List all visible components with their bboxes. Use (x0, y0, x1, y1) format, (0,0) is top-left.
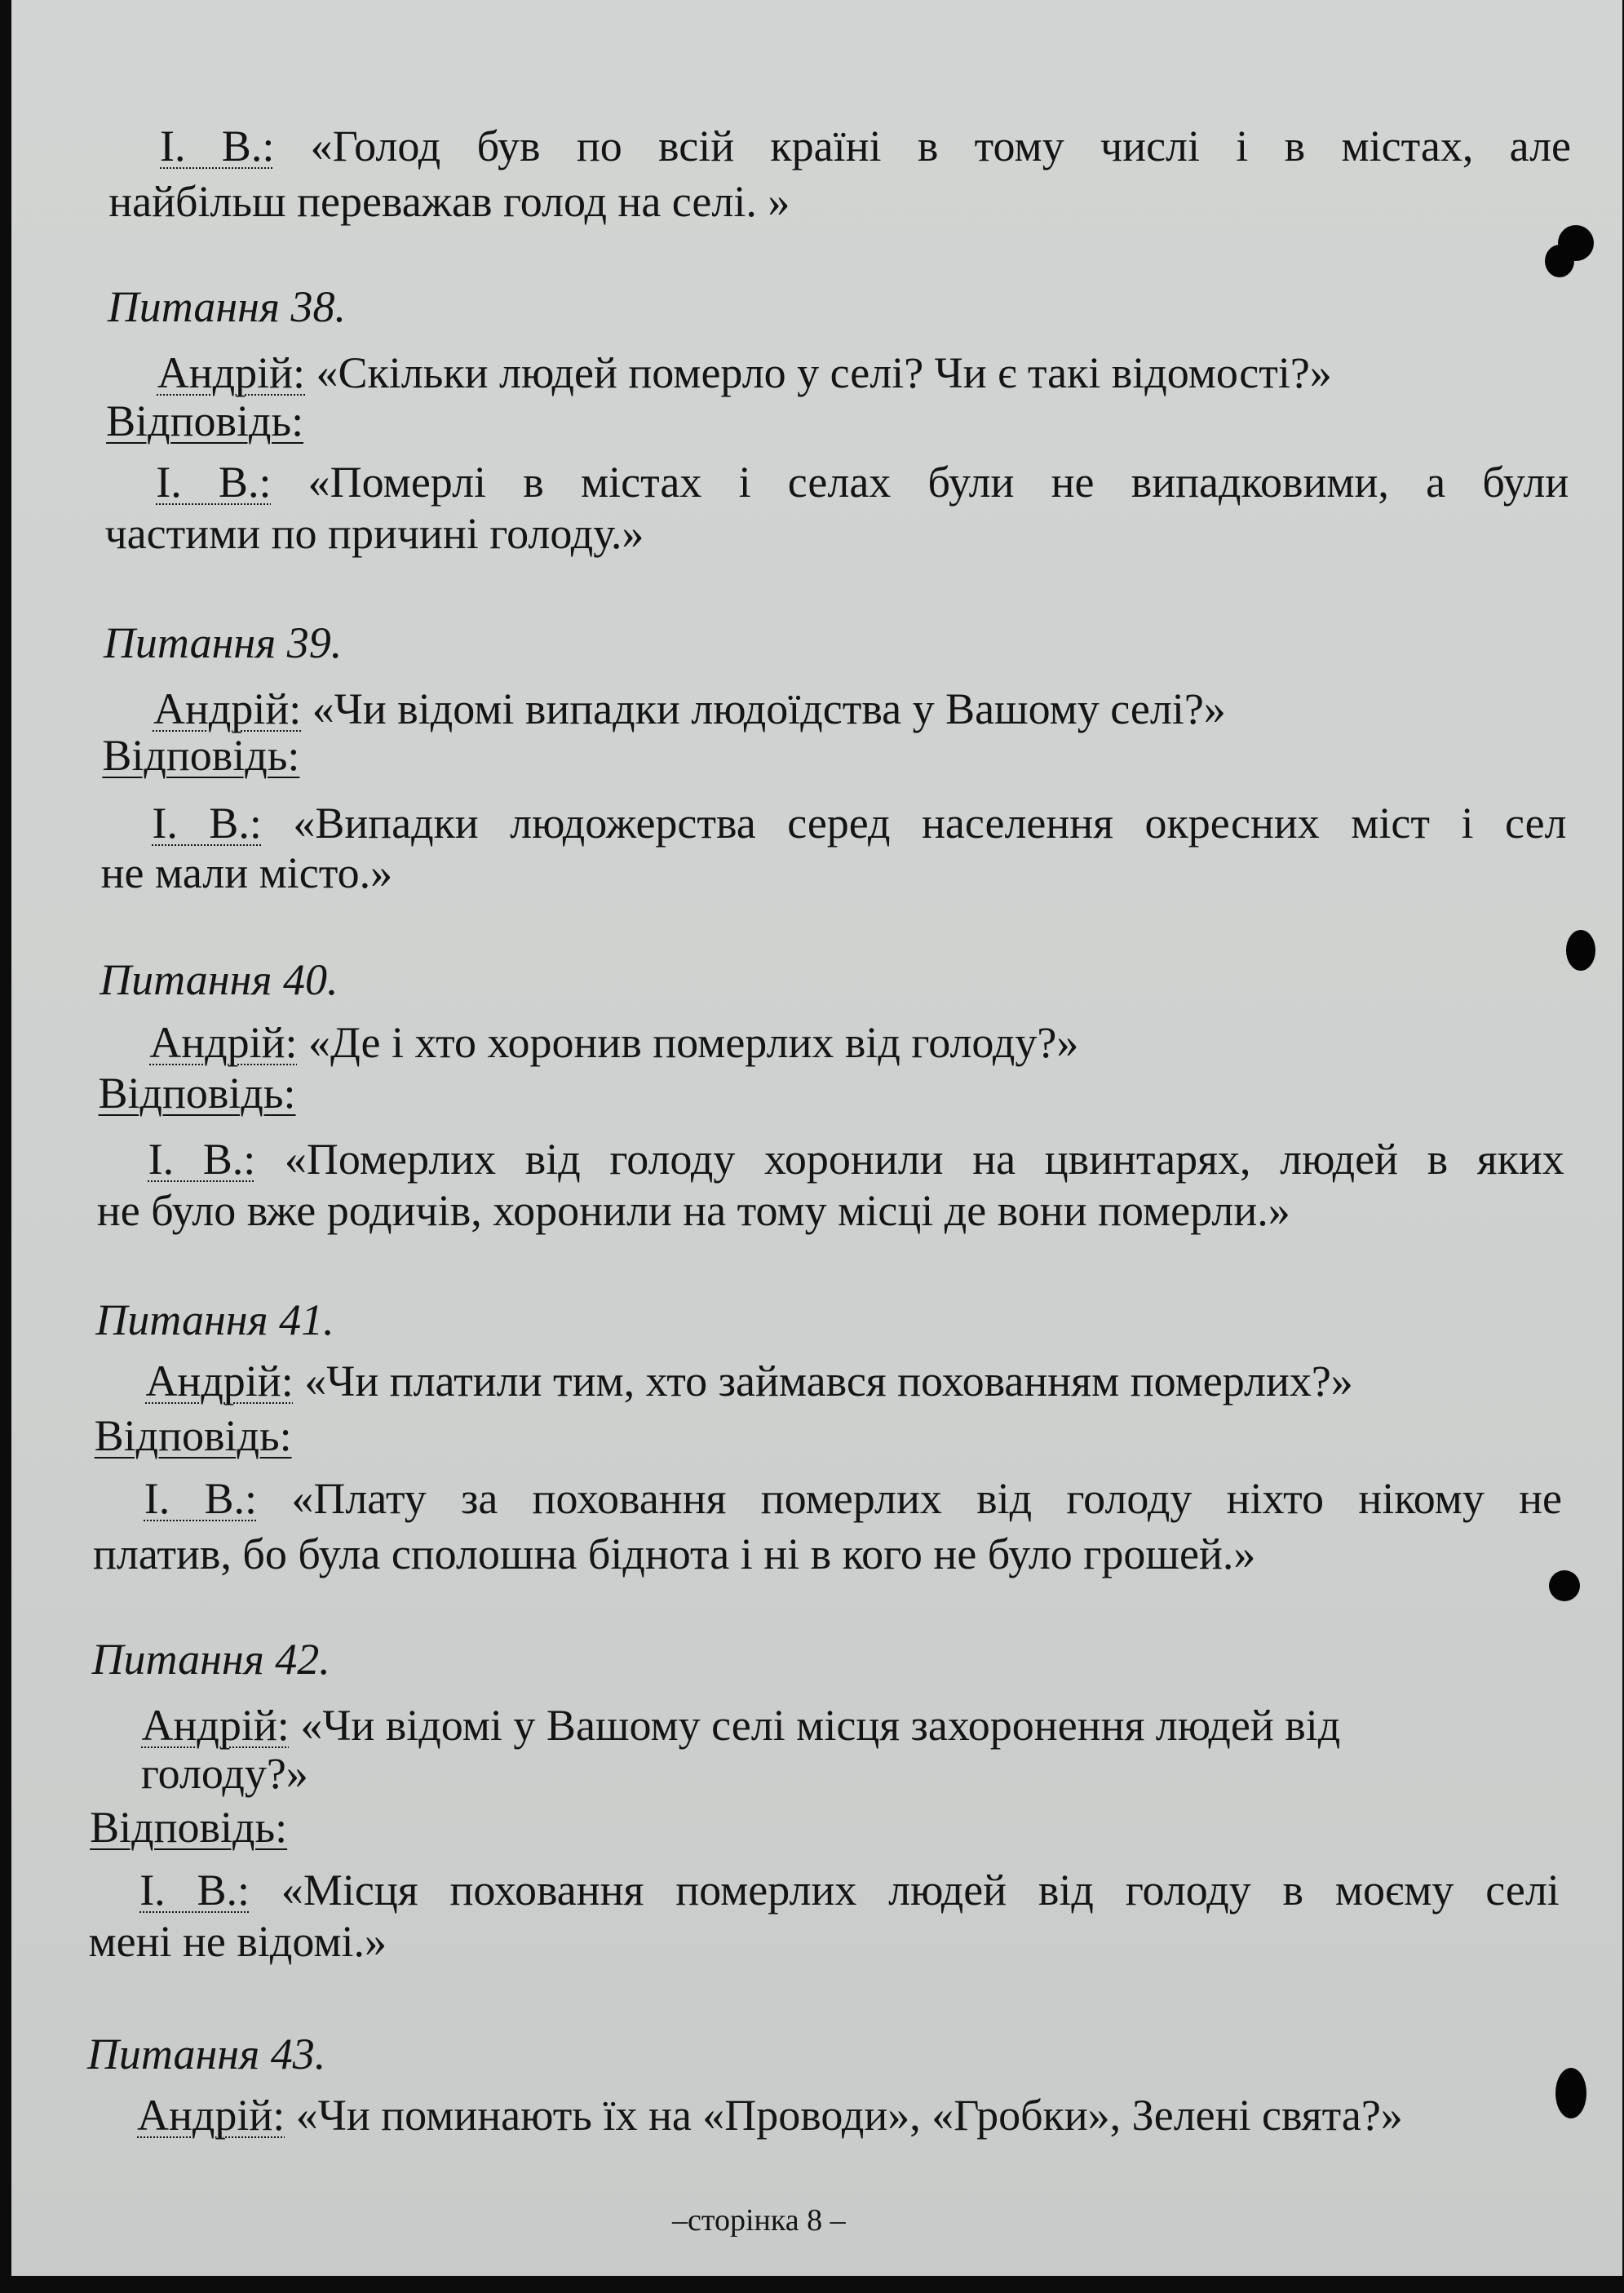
page-number: –сторінка 8 – (672, 2203, 846, 2238)
question-heading: Питання 39. (103, 618, 343, 667)
answer-heading: Відповідь: (94, 1411, 292, 1460)
line-text: голоду?» (140, 1749, 308, 1798)
text-line (93, 1528, 1255, 1580)
line-text: «Померлі в містах і селах були не випадковими, а були (271, 458, 1569, 507)
line-text: «Чи поминають їх на «Проводи», «Гробки», Зелені свята?» (285, 2091, 1403, 2140)
text-line (104, 507, 644, 560)
speaker-line (145, 1355, 1352, 1407)
speaker-line (153, 683, 1226, 735)
line-text: «Чи відомі випадки людоїдства у Вашому селі?» (301, 684, 1226, 733)
line-text: «Де і хто хоронив померлих від голоду?» (297, 1018, 1079, 1067)
speaker-line (148, 1133, 1564, 1185)
speaker-label: І. В.: (148, 1135, 256, 1184)
line-text: не мали місто.» (100, 848, 393, 897)
punch-hole (1555, 2068, 1586, 2118)
speaker-label: Андрій: (153, 684, 302, 733)
question-heading: Питання 40. (100, 955, 339, 1004)
speaker-label: І. В.: (144, 1474, 258, 1523)
speaker-label: Андрій: (157, 348, 306, 397)
speaker-line (157, 347, 1332, 399)
speaker-line (156, 456, 1569, 508)
document-page (11, 0, 1622, 2276)
answer-heading: Відповідь: (98, 1069, 296, 1118)
line-text: не було вже родичів, хоронили на тому місці де вони померли.» (96, 1186, 1290, 1235)
answer-heading: Відповідь: (102, 731, 300, 780)
answer-heading: Відповідь: (106, 396, 304, 445)
line-text: «Голод був по всій країні в тому числі і в містах, але (274, 122, 1571, 170)
speaker-line (139, 1864, 1560, 1916)
line-text: «Чи відомі у Вашому селі місця захоронення людей від (289, 1701, 1341, 1750)
text-line (101, 847, 393, 899)
punch-hole (1549, 1570, 1580, 1601)
speaker-label: Андрій: (149, 1018, 298, 1067)
speaker-label: Андрій: (145, 1357, 294, 1405)
answer-heading: Відповідь: (90, 1803, 288, 1852)
line-text: «Померлих від голоду хоронили на цвинтарях, людей в яких (255, 1135, 1564, 1184)
line-text: мені не відомі.» (88, 1917, 387, 1966)
speaker-label: Андрій: (137, 2091, 285, 2140)
speaker-line (149, 1016, 1078, 1069)
line-text: найбільш переважав голод на селі. » (108, 177, 790, 226)
text-line (97, 1184, 1290, 1237)
line-text: «Плату за поховання померлих від голоду ніхто нікому не (257, 1474, 1562, 1523)
text-line (88, 1915, 387, 1968)
speaker-line (144, 1472, 1562, 1525)
speaker-label: І. В.: (160, 122, 275, 170)
speaker-label: І. В.: (156, 458, 272, 507)
line-text: «Чи платили тим, хто займався похованням померлих?» (293, 1357, 1353, 1405)
line-text: «Місця поховання померлих людей від голоду в моєму селі (250, 1866, 1560, 1915)
speaker-label: І. В.: (139, 1866, 250, 1915)
question-heading: Питання 38. (107, 282, 347, 331)
question-heading: Питання 42. (91, 1635, 330, 1684)
question-heading: Питання 41. (95, 1295, 334, 1344)
punch-hole (1566, 930, 1595, 971)
speaker-label: І. В.: (152, 799, 262, 848)
speaker-line (137, 2089, 1403, 2141)
line-text: «Скільки людей померло у селі? Чи є такі відомості?» (305, 348, 1332, 397)
text-line (108, 175, 790, 228)
speaker-line (160, 120, 1571, 172)
line-text: частими по причині голоду.» (104, 509, 644, 558)
line-text: платив, бо була сполошна біднота і ні в кого не було грошей.» (92, 1529, 1256, 1578)
punch-hole (1545, 245, 1574, 277)
speaker-label: Андрій: (141, 1701, 290, 1750)
text-line (141, 1747, 308, 1799)
line-text: «Випадки людожерства серед населення окресних міст і сел (261, 799, 1567, 848)
question-heading: Питання 43. (86, 2030, 326, 2078)
speaker-line (152, 797, 1566, 849)
speaker-line (142, 1699, 1341, 1751)
